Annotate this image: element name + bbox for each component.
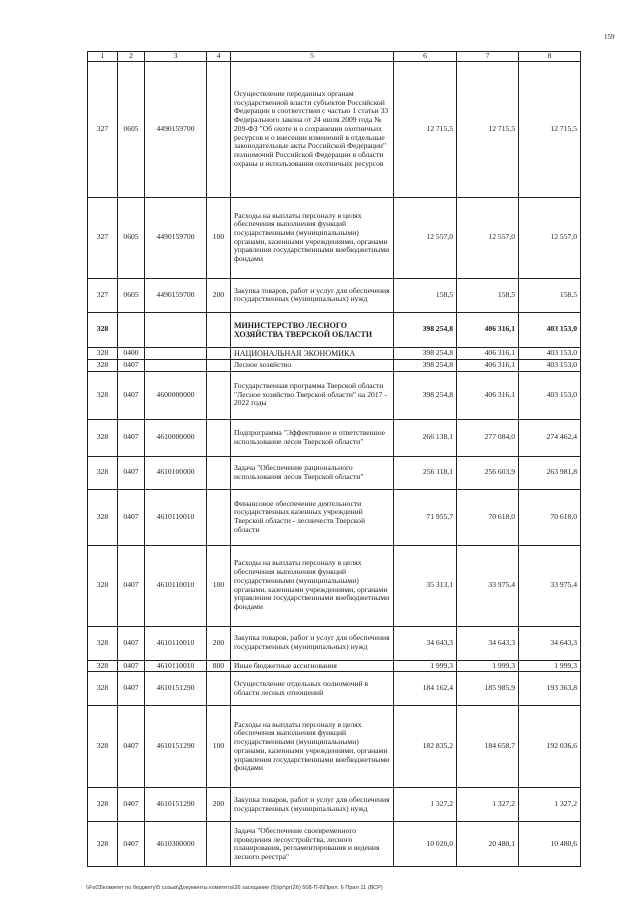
amount-cell-year3: 263 981,8 (519, 456, 581, 489)
description-cell: Закупка товаров, работ и услуг для обеспечения государственных (муниципальных) нужд (231, 278, 394, 312)
amount-cell-year3: 33 975,4 (519, 545, 581, 626)
target-article-cell (145, 347, 207, 359)
section-code-cell: 0407 (118, 456, 145, 489)
amount-cell-year2: 406 316,1 (457, 312, 519, 347)
target-article-cell: 4600000000 (145, 371, 207, 419)
description-cell: НАЦИОНАЛЬНАЯ ЭКОНОМИКА (231, 347, 394, 359)
description-cell: Расходы на выплаты персоналу в целях обеспечения выполнения функций государственными (муниципальными) органами, казенными учреждениями, органами управления государственными внебюджетными фондами (231, 197, 394, 278)
table-row (88, 197, 581, 278)
table-row (88, 672, 581, 706)
amount-cell-year2: 406 316,1 (457, 347, 519, 359)
table-row (88, 626, 581, 660)
table-row (88, 359, 581, 371)
amount-cell-year1: 71 955,7 (394, 489, 457, 545)
table-row (88, 788, 581, 822)
amount-cell-year1: 266 138,1 (394, 419, 457, 456)
amount-cell-year3: 274 462,4 (519, 419, 581, 456)
expense-type-cell (207, 489, 231, 545)
expense-type-cell: 800 (207, 660, 231, 672)
column-number: 1 (88, 52, 118, 62)
admin-code-cell: 328 (88, 489, 118, 545)
description-cell: Расходы на выплаты персоналу в целях обеспечения выполнения функций государственными (муниципальными) органами, казенными учреждениями, органами управления государственными внебюджетными фондами (231, 545, 394, 626)
target-article-cell: 4610110010 (145, 545, 207, 626)
expense-type-cell (207, 822, 231, 867)
amount-cell-year1: 182 835,2 (394, 706, 457, 788)
expense-type-cell: 100 (207, 197, 231, 278)
description-cell: Финансовое обеспечение деятельности государственных казенных учреждений Тверской области - лесничеств Тверской области (231, 489, 394, 545)
table-row (88, 312, 581, 347)
expense-type-cell (207, 672, 231, 706)
target-article-cell: 4490159700 (145, 278, 207, 312)
page-number: 159 (604, 33, 615, 41)
expense-type-cell (207, 456, 231, 489)
section-code-cell: 0407 (118, 489, 145, 545)
table-row (88, 660, 581, 672)
column-number: 4 (207, 52, 231, 62)
table-row (88, 419, 581, 456)
target-article-cell: 4610151290 (145, 788, 207, 822)
expense-type-cell: 100 (207, 545, 231, 626)
admin-code-cell: 328 (88, 626, 118, 660)
section-code-cell: 0400 (118, 347, 145, 359)
target-article-cell: 4610110010 (145, 660, 207, 672)
expense-type-cell: 100 (207, 706, 231, 788)
description-cell: Подпрограмма "Эффективное и ответственное использование лесов Тверской области" (231, 419, 394, 456)
target-article-cell: 4610151290 (145, 672, 207, 706)
section-code-cell: 0407 (118, 822, 145, 867)
amount-cell-year2: 70 618,0 (457, 489, 519, 545)
expense-type-cell (207, 347, 231, 359)
amount-cell-year1: 1 999,3 (394, 660, 457, 672)
amount-cell-year2: 1 327,2 (457, 788, 519, 822)
section-code-cell: 0407 (118, 545, 145, 626)
amount-cell-year3: 193 363,8 (519, 672, 581, 706)
expense-type-cell (207, 419, 231, 456)
target-article-cell (145, 312, 207, 347)
description-cell: Осуществление переданных органам государственной власти субъектов Российской Федерации в соответствии с частью 1 статьи 33 Федерального закона от 24 июля 2009 года № 209-ФЗ "Об охоте и о сохранении охотничьих ресурсов и о внесении изменений в отдельные законодательные акты Российской Федерации" полномочий Российской Федерации в области охраны и использования охотничьих ресурсов (231, 61, 394, 197)
table-row (88, 822, 581, 867)
amount-cell-year2: 406 316,1 (457, 371, 519, 419)
amount-cell-year3: 403 153,0 (519, 347, 581, 359)
target-article-cell: 4610110010 (145, 489, 207, 545)
section-code-cell: 0407 (118, 419, 145, 456)
description-cell: Задача "Обеспечение рационального использования лесов Тверской области" (231, 456, 394, 489)
amount-cell-year2: 12 715,5 (457, 61, 519, 197)
admin-code-cell: 328 (88, 788, 118, 822)
target-article-cell (145, 359, 207, 371)
amount-cell-year3: 403 153,0 (519, 371, 581, 419)
expense-type-cell: 200 (207, 278, 231, 312)
amount-cell-year2: 256 603,9 (457, 456, 519, 489)
amount-cell-year3: 1 327,2 (519, 788, 581, 822)
section-code-cell: 0407 (118, 359, 145, 371)
target-article-cell: 4610151290 (145, 706, 207, 788)
amount-cell-year1: 35 313,1 (394, 545, 457, 626)
admin-code-cell: 328 (88, 660, 118, 672)
target-article-cell: 4490159700 (145, 197, 207, 278)
table-row (88, 371, 581, 419)
amount-cell-year2: 277 084,0 (457, 419, 519, 456)
description-cell: Закупка товаров, работ и услуг для обеспечения государственных (муниципальных) нужд (231, 788, 394, 822)
admin-code-cell: 328 (88, 456, 118, 489)
description-cell: Задача "Обеспечение своевременного проведения лесоустройства, лесного планирования, регламентирования и ведения лесного реестра" (231, 822, 394, 867)
amount-cell-year1: 184 162,4 (394, 672, 457, 706)
expense-type-cell (207, 371, 231, 419)
amount-cell-year3: 12 557,0 (519, 197, 581, 278)
amount-cell-year1: 398 254,8 (394, 371, 457, 419)
amount-cell-year1: 398 254,8 (394, 359, 457, 371)
amount-cell-year2: 184 658,7 (457, 706, 519, 788)
amount-cell-year1: 34 643,3 (394, 626, 457, 660)
expense-type-cell: 200 (207, 788, 231, 822)
section-code-cell: 0407 (118, 660, 145, 672)
budget-table (87, 51, 581, 867)
amount-cell-year1: 1 327,2 (394, 788, 457, 822)
section-code-cell: 0605 (118, 278, 145, 312)
file-path-footer: \\Fs03\комитет по бюджету\5 созыв\Документы комитета\26 заседание (5)\pr\pr(26) 508-П-6\Прил. 6 Прил 11 (ВСР) (86, 885, 383, 891)
column-number-row (88, 52, 581, 62)
amount-cell-year3: 158,5 (519, 278, 581, 312)
description-cell: Закупка товаров, работ и услуг для обеспечения государственных (муниципальных) нужд (231, 626, 394, 660)
description-cell: Государственная программа Тверской области "Лесное хозяйство Тверской области" на 2017 - 2022 годы (231, 371, 394, 419)
expense-type-cell (207, 359, 231, 371)
admin-code-cell: 328 (88, 359, 118, 371)
column-number: 6 (394, 52, 457, 62)
section-code-cell: 0407 (118, 672, 145, 706)
amount-cell-year3: 403 153,0 (519, 359, 581, 371)
amount-cell-year1: 256 118,1 (394, 456, 457, 489)
table-row (88, 278, 581, 312)
description-cell: Лесное хозяйство (231, 359, 394, 371)
admin-code-cell: 327 (88, 278, 118, 312)
expense-type-cell (207, 61, 231, 197)
admin-code-cell: 328 (88, 312, 118, 347)
expense-type-cell (207, 312, 231, 347)
table-row (88, 456, 581, 489)
amount-cell-year2: 20 480,1 (457, 822, 519, 867)
section-code-cell: 0407 (118, 788, 145, 822)
section-code-cell (118, 312, 145, 347)
amount-cell-year1: 12 715,5 (394, 61, 457, 197)
section-code-cell: 0407 (118, 371, 145, 419)
target-article-cell: 4610110010 (145, 626, 207, 660)
admin-code-cell: 327 (88, 61, 118, 197)
column-number: 5 (231, 52, 394, 62)
target-article-cell: 4610100000 (145, 456, 207, 489)
amount-cell-year3: 10 480,6 (519, 822, 581, 867)
table-row (88, 489, 581, 545)
column-number: 8 (519, 52, 581, 62)
admin-code-cell: 328 (88, 545, 118, 626)
amount-cell-year3: 12 715,5 (519, 61, 581, 197)
section-code-cell: 0407 (118, 626, 145, 660)
amount-cell-year1: 12 557,0 (394, 197, 457, 278)
amount-cell-year1: 158,5 (394, 278, 457, 312)
section-code-cell: 0407 (118, 706, 145, 788)
admin-code-cell: 328 (88, 706, 118, 788)
amount-cell-year3: 1 999,3 (519, 660, 581, 672)
amount-cell-year2: 185 985,9 (457, 672, 519, 706)
amount-cell-year1: 398 254,8 (394, 347, 457, 359)
section-code-cell: 0605 (118, 61, 145, 197)
amount-cell-year3: 70 618,0 (519, 489, 581, 545)
description-cell: Расходы на выплаты персоналу в целях обеспечения выполнения функций государственными (муниципальными) органами, казенными учреждениями, органами управления государственными внебюджетными фондами (231, 706, 394, 788)
amount-cell-year1: 10 020,0 (394, 822, 457, 867)
admin-code-cell: 328 (88, 347, 118, 359)
table-row (88, 706, 581, 788)
table-row (88, 61, 581, 197)
table-row (88, 347, 581, 359)
section-code-cell: 0605 (118, 197, 145, 278)
admin-code-cell: 328 (88, 419, 118, 456)
amount-cell-year2: 34 643,3 (457, 626, 519, 660)
column-number: 2 (118, 52, 145, 62)
amount-cell-year2: 12 557,0 (457, 197, 519, 278)
amount-cell-year2: 1 999,3 (457, 660, 519, 672)
amount-cell-year2: 33 975,4 (457, 545, 519, 626)
description-cell: МИНИСТЕРСТВО ЛЕСНОГО ХОЗЯЙСТВА ТВЕРСКОЙ ОБЛАСТИ (231, 312, 394, 347)
description-cell: Иные бюджетные ассигнования (231, 660, 394, 672)
amount-cell-year3: 403 153,0 (519, 312, 581, 347)
target-article-cell: 4610300000 (145, 822, 207, 867)
target-article-cell: 4490159700 (145, 61, 207, 197)
admin-code-cell: 328 (88, 672, 118, 706)
column-number: 7 (457, 52, 519, 62)
column-number: 3 (145, 52, 207, 62)
admin-code-cell: 327 (88, 197, 118, 278)
admin-code-cell: 328 (88, 371, 118, 419)
expense-type-cell: 200 (207, 626, 231, 660)
amount-cell-year3: 192 036,6 (519, 706, 581, 788)
amount-cell-year3: 34 643,3 (519, 626, 581, 660)
amount-cell-year2: 158,5 (457, 278, 519, 312)
target-article-cell: 4610000000 (145, 419, 207, 456)
table-row (88, 545, 581, 626)
admin-code-cell: 328 (88, 822, 118, 867)
amount-cell-year1: 398 254,8 (394, 312, 457, 347)
description-cell: Осуществление отдельных полномочий в области лесных отношений (231, 672, 394, 706)
amount-cell-year2: 406 316,1 (457, 359, 519, 371)
